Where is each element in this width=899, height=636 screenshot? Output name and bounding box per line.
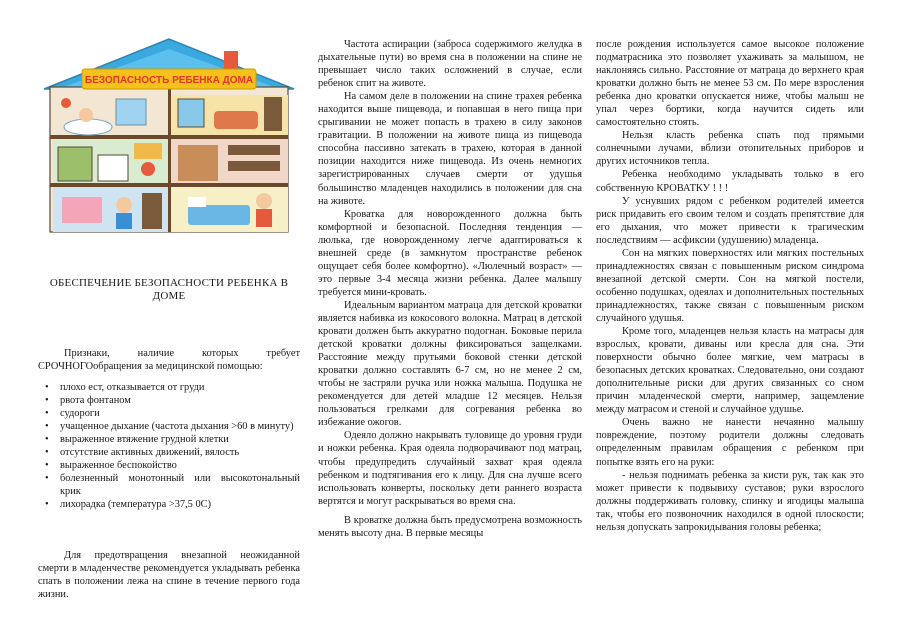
paragraph: Сон на мягких поверхностях или мягких постельных принадлежностях связан с повышенным риском синдрома внезапной детской смерти. Сон на мягкой постели, особенно подушках, одеялах и дополнительных постельных принадлежностях, также связан с повышенным риском случайного удушья. bbox=[596, 247, 864, 324]
advice-section bbox=[38, 549, 300, 601]
list-item: • болезненный монотонный или высокотональный крик bbox=[45, 473, 300, 498]
paragraph: - нельзя поднимать ребенка за кисти рук, так как это может привести к подвывиху суставов; руки взрослого должны поддерживать головку, спинку и ягодицы малыша так, чтобы его позвоночник находился в одной плоскости; нельзя допускать запрокидывания головы ребенка; bbox=[596, 469, 864, 533]
paragraph: после рождения используется самое высокое положение подматрасника это позволяет ухаживать за малышом, не наклоняясь сильно. Расстояние от матраца до верхнего края кроватки должно быть не менее 53 см. По мере взросления ребенка дно кроватки опускается ниже, чтобы малыш не упал через бортики, когда научится сидеть или самостоятельно стоять. bbox=[596, 39, 864, 129]
paragraph: Одеяло должно накрывать туловище до уровня груди и ножки ребенка. Края одеяла подворачивают под матрац, чтобы предупредить случайный захват края одеяла ребенком и подтягивания его к лицу. Для сна лучше всего использовать конверты, поскольку дети раннего возраста вертятся и могут раскрываться во время сна. bbox=[318, 430, 582, 507]
advice-paragraph: Для предотвращения внезапной неожиданной смерти в младенчестве рекомендуется укладывать ребенка спать в положении лежа на спине в течение первого года жизни. bbox=[38, 550, 300, 601]
list-item: • плохо ест, отказывается от груди bbox=[45, 382, 205, 394]
list-item: • выраженное втяжение грудной клетки bbox=[45, 434, 229, 446]
signs-list bbox=[38, 381, 300, 511]
list-item: • выраженное беспокойство bbox=[45, 460, 177, 472]
paragraph: Нельзя класть ребенка спать под прямыми солнечными лучами, вблизи отопительных приборов и других источников тепла. bbox=[596, 130, 864, 168]
list-item: • отсутствие активных движений, вялость bbox=[45, 447, 240, 459]
signs-section bbox=[38, 347, 300, 511]
page-title: ОБЕСПЕЧЕНИЕ БЕЗОПАСНОСТИ РЕБЕНКА В ДОМЕ bbox=[49, 277, 289, 302]
column-2 bbox=[318, 38, 582, 636]
banner-text: БЕЗОПАСНОСТЬ РЕБЕНКА ДОМА bbox=[84, 75, 254, 86]
paragraph: Кроме того, младенцев нельзя класть на матрасы для взрослых, кровати, диваны или кресла для сна. Эти поверхности обычно более мягкие, чем матрасы в безопасных детских кроватках. Следовательно, они создают дополнительные риски для других связанных со сном причин младенческой смерти, например, защемление между матрасом и стеной и случайное удушье. bbox=[596, 326, 864, 416]
paragraph: Кроватка для новорожденного должна быть комфортной и безопасной. Последняя тенденция — люлька, где новорожденному легче адаптироваться к внешней среде (в замкнутом пространстве ребенок ощущает себя более комфортно). «Люлечный возраст» — это первые 3-4 месяца жизни ребенка. Далее малышу требуется мини-кровать. bbox=[318, 208, 582, 298]
paragraph: Идеальным вариантом матраца для детской кроватки является набивка из кокосового волокна. Матрац в детской кровати должен быть аккуратно подогнан. Боковые перила детской кроватки должны фиксироваться защелками. Расстояние между прутьями боковой стенки детской кроватки должно составлять 6-7 см, но не менее 2 см, чтобы не застряли ручка или ножка малыша. Подушка не рекомендуется для детей младше 12 месяцев. Нельзя пользоваться грелками для согревания ребенка во избежание ожогов. bbox=[318, 299, 582, 429]
paragraph: Частота аспирации (заброса содержимого желудка в дыхательные пути) во время сна в положении на спине не превышает число таких осложнений в случае, если ребенок спит на животе. bbox=[318, 39, 582, 90]
column-3 bbox=[596, 38, 864, 636]
signs-intro: Признаки, наличие которых требует СРОЧНОГОобращения за медицинской помощью: bbox=[38, 348, 300, 373]
paragraph: Ребенка необходимо укладывать только в его собственную КРОВАТКУ ! ! ! bbox=[596, 169, 864, 194]
paragraph: Очень важно не нанести нечаянно малышу повреждение, поэтому родители должны следовать определенным правилам обращения с ребенком при попытке взять его на руки: bbox=[596, 417, 864, 468]
list-item: • рвота фонтаном bbox=[45, 395, 131, 407]
list-item: • лихорадка (температура >37,5 0С) bbox=[45, 499, 212, 511]
house-illustration bbox=[38, 37, 300, 234]
paragraph: У уснувших рядом с ребенком родителей имеется риск придавить его своим телом и создать препятствие для его дыхания, что может привести к трагическим последствиям — асфиксии (удушению) младенца. bbox=[596, 195, 864, 246]
list-item: • учащенное дыхание (частота дыхания >60 в минуту) bbox=[45, 421, 294, 433]
paragraph: На самом деле в положении на спине трахея ребенка находится выше пищевода, и попавшая в него пища при срыгивании не может попасть в трахею в силу законов гравитации. В положении на животе пища из пищевода способна пассивно затекать в трахею, которая в данной позиции находится ниже пищевода. Из очень немногих зарегистрированных случаев смерти от удушья большинство младенцев находились в положении для сна на животе. bbox=[318, 91, 582, 207]
paragraph: В кроватке должна быть предусмотрена возможность менять высоту дна. В первые месяцы bbox=[318, 514, 582, 539]
list-item: • судороги bbox=[45, 408, 100, 420]
